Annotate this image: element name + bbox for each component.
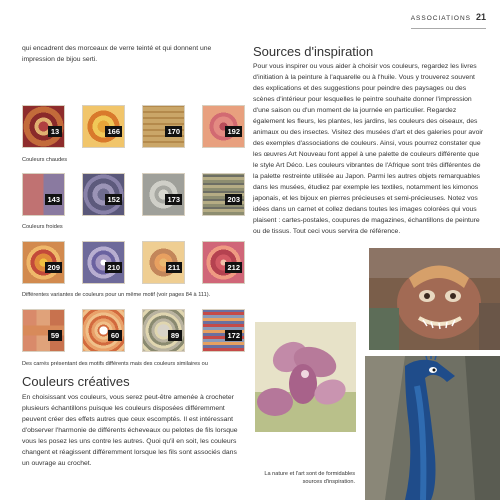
photo-peacock	[365, 356, 500, 500]
swatch-172	[202, 309, 245, 352]
swatch-number: 173	[167, 195, 180, 204]
swatch-152	[82, 173, 125, 216]
swatch-number: 211	[167, 263, 180, 272]
heading-sources: Sources d'inspiration	[253, 44, 374, 59]
page-number: 21	[475, 12, 486, 22]
swatch-203	[202, 173, 245, 216]
swatch-row-variants	[22, 241, 250, 289]
swatch-166	[82, 105, 125, 148]
swatch-60	[82, 309, 125, 352]
header-rule	[411, 28, 486, 29]
swatch-number: 170	[167, 127, 180, 136]
swatch-number: 143	[47, 195, 60, 204]
swatch-number: 60	[108, 330, 122, 341]
body-sources: Pour vous inspirer ou vous aider à choisir vos couleurs, regardez les livres d'initiation à la peinture à l'aquarelle ou à l'huile. Vous y trouverez souvent des explications et des suggestions pour peindre des paysages ou des scènes d'intérieur pour lesquelles le peintre souhaite donner l'impression d'une saison ou d'un moment de la journée en particulier. Regardez également les fleurs, les plantes, les jardins, les couleurs des oiseaux, des animaux ou des insectes. Visitez des musées d'art et des galeries pour avoir des exemples d'associations de couleurs. Ainsi, vous pourrez constater que les œuvres Art Nouveau font appel à une palette de couleurs différente que le style Art Déco. Les couleurs vibrantes de l'Afrique sont très différentes de la palette restreinte utilisée au Japon. Parmi les autres objets remarquables dans les musées, étudiez par exemple les textiles, notamment les kimonos japonais, et les bijoux en pierres précieuses et semi-précieuses. Notez vos idées dans un carnet et collez dedans toutes les images colorées qui vous plaisent : cartes-postales, coupures de magazines, échantillons de peinture ou de tissus. Tout ceci vous servira de référence.	[253, 63, 484, 235]
caption-warm: Couleurs chaudes	[22, 157, 68, 163]
caption-variants: Différentes variantes de couleurs pour un même motif (voir pages 84 à 111).	[22, 292, 211, 298]
swatch-number: 209	[47, 263, 60, 272]
body-couleurs-creatives: En choisissant vos couleurs, vous serez peut-être amenée à crocheter plusieurs échantillons puisque les couleurs disposées différemment peuvent créer des effets autres que ceux escomptés. Il est intéressant d'observer l'harmonie de différents écheveaux ou pelotes de fils lorsque vous les posez les uns contre les autres. Quoi qu'il en soit, les couleurs changent et réagissent différemment lorsque les fils sont associés dans un ouvrage au crochet.	[22, 394, 238, 467]
intro-text: qui encadrent des morceaux de verre teinté et qui donnent une impression de bijou serti.	[22, 45, 212, 63]
swatch-211	[142, 241, 185, 284]
temple-mask-image	[369, 248, 500, 350]
caption-cool: Couleurs froides	[22, 224, 63, 230]
orchid-image	[255, 322, 356, 432]
swatch-row-similar	[22, 309, 250, 357]
swatch-number: 13	[48, 126, 62, 137]
swatch-number: 212	[227, 263, 240, 272]
running-header	[411, 12, 486, 22]
swatch-number: 59	[48, 330, 62, 341]
peacock-image	[365, 356, 500, 500]
swatch-number: 172	[227, 331, 240, 340]
photo-caption: La nature et l'art sont de formidables sources d'inspiration.	[264, 471, 355, 485]
section-title: ASSOCIATIONS	[410, 15, 471, 22]
swatch-number: 192	[227, 127, 240, 136]
swatch-89	[142, 309, 185, 352]
heading-couleurs-creatives: Couleurs créatives	[22, 374, 130, 389]
swatch-173	[142, 173, 185, 216]
swatch-number: 166	[107, 127, 120, 136]
photo-temple-mask	[369, 248, 500, 350]
swatch-210	[82, 241, 125, 284]
swatch-number: 210	[107, 263, 120, 272]
swatch-212	[202, 241, 245, 284]
swatch-number: 203	[227, 195, 240, 204]
swatch-number: 89	[168, 330, 182, 341]
swatch-59	[22, 309, 65, 352]
photo-orchid	[255, 322, 356, 432]
swatch-143	[22, 173, 65, 216]
swatch-209	[22, 241, 65, 284]
swatch-row-warm	[22, 105, 250, 153]
swatch-row-cool	[22, 173, 250, 221]
swatch-170	[142, 105, 185, 148]
swatch-13	[22, 105, 65, 148]
swatch-number: 152	[107, 195, 120, 204]
caption-similar: Des carrés présentant des motifs différents mais des couleurs similaires ou	[22, 361, 208, 367]
swatch-192	[202, 105, 245, 148]
